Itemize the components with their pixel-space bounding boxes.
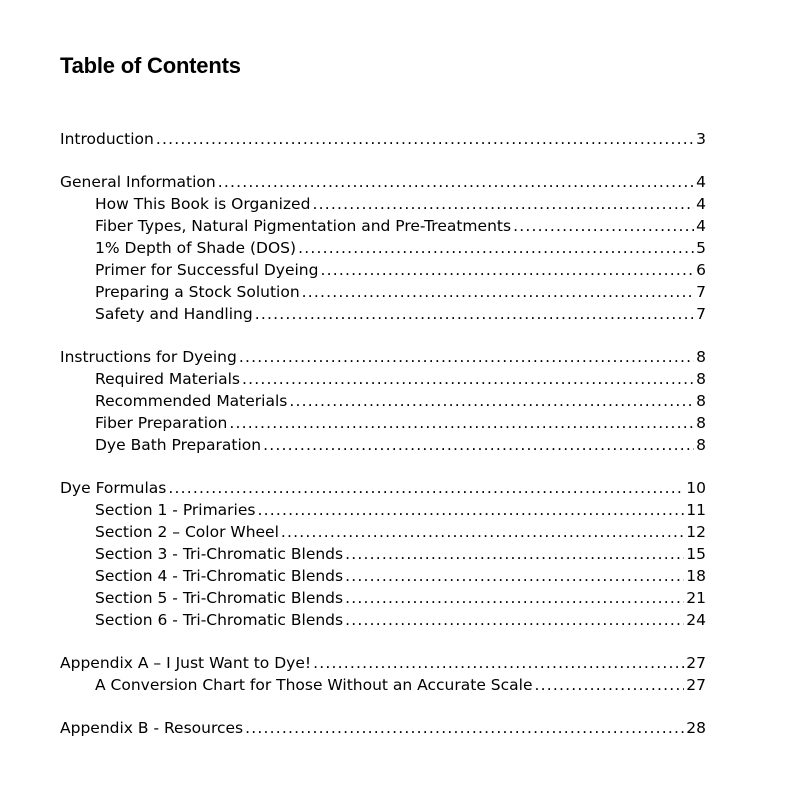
- toc-entry-section-4[interactable]: [60, 565, 706, 587]
- toc-entry-general-information[interactable]: [60, 171, 706, 193]
- toc-group-appendix-a: [60, 652, 706, 696]
- toc-entry-label: Section 6 - Tri-Chromatic Blends: [95, 611, 344, 629]
- toc-entry-label: Dye Formulas: [60, 479, 167, 497]
- toc-entry-page: 21: [686, 589, 706, 607]
- toc-entry-label: Primer for Successful Dyeing: [95, 261, 319, 279]
- page-title: Table of Contents: [60, 53, 241, 78]
- dot-leader: [239, 346, 694, 368]
- toc-entry-section-6[interactable]: [60, 609, 706, 631]
- toc-entry-page: 27: [686, 654, 706, 672]
- dot-leader: [345, 543, 684, 565]
- toc-entry-label: Introduction: [60, 130, 154, 148]
- toc-entry-page: 8: [696, 392, 706, 410]
- dot-leader: [257, 499, 684, 521]
- toc-entry-appendix-b[interactable]: [60, 717, 706, 739]
- toc-entry-page: 3: [696, 130, 706, 148]
- dot-leader: [345, 587, 684, 609]
- dot-leader: [320, 259, 694, 281]
- toc-entry-page: 8: [696, 348, 706, 366]
- toc-entry-label: Section 3 - Tri-Chromatic Blends: [95, 545, 344, 563]
- toc-entry-dye-formulas[interactable]: [60, 477, 706, 499]
- toc-entry-label: Section 4 - Tri-Chromatic Blends: [95, 567, 344, 585]
- toc-entry-appendix-a[interactable]: [60, 652, 706, 674]
- toc-entry-page: 10: [686, 479, 706, 497]
- toc-entry-label: A Conversion Chart for Those Without an Accurate Scale: [95, 676, 533, 694]
- toc-entry-safety[interactable]: [60, 303, 706, 325]
- toc-entry-page: 5: [696, 239, 706, 257]
- toc-entry-page: 12: [686, 523, 706, 541]
- toc-entry-label: Section 1 - Primaries: [95, 501, 256, 519]
- toc-entry-label: Preparing a Stock Solution: [95, 283, 300, 301]
- toc-entry-page: 4: [696, 195, 706, 213]
- toc-entry-label: How This Book is Organized: [95, 195, 311, 213]
- toc-entry-fiber-preparation[interactable]: [60, 412, 706, 434]
- toc-entry-page: 27: [686, 676, 706, 694]
- dot-leader: [255, 303, 694, 325]
- dot-leader: [513, 215, 694, 237]
- toc-entry-fiber-types[interactable]: [60, 215, 706, 237]
- toc-entry-page: 6: [696, 261, 706, 279]
- dot-leader: [289, 390, 694, 412]
- dot-leader: [281, 521, 684, 543]
- toc-entry-recommended-materials[interactable]: [60, 390, 706, 412]
- toc-entry-label: Section 5 - Tri-Chromatic Blends: [95, 589, 344, 607]
- toc-entry-section-2[interactable]: [60, 521, 706, 543]
- toc-entry-label: Fiber Preparation: [95, 414, 228, 432]
- dot-leader: [298, 237, 694, 259]
- toc-entry-label: Instructions for Dyeing: [60, 348, 237, 366]
- toc-entry-conversion-chart[interactable]: [60, 674, 706, 696]
- toc-entry-label: Required Materials: [95, 370, 240, 388]
- toc-entry-page: 8: [696, 414, 706, 432]
- toc-entry-label: 1% Depth of Shade (DOS): [95, 239, 297, 257]
- dot-leader: [242, 368, 694, 390]
- table-of-contents: [60, 128, 706, 760]
- dot-leader: [156, 128, 694, 150]
- toc-entry-page: 18: [686, 567, 706, 585]
- dot-leader: [218, 171, 694, 193]
- toc-entry-page: 8: [696, 436, 706, 454]
- toc-entry-page: 8: [696, 370, 706, 388]
- toc-entry-label: Section 2 – Color Wheel: [95, 523, 279, 541]
- toc-entry-section-3[interactable]: [60, 543, 706, 565]
- toc-entry-stock-solution[interactable]: [60, 281, 706, 303]
- toc-entry-how-this-book-is-organized[interactable]: [60, 193, 706, 215]
- toc-entry-page: 24: [686, 611, 706, 629]
- dot-leader: [345, 565, 684, 587]
- dot-leader: [535, 674, 685, 696]
- dot-leader: [302, 281, 694, 303]
- toc-entry-section-1[interactable]: [60, 499, 706, 521]
- toc-entry-section-5[interactable]: [60, 587, 706, 609]
- dot-leader: [229, 412, 694, 434]
- toc-entry-label: Appendix B - Resources: [60, 719, 244, 737]
- toc-entry-instructions-for-dyeing[interactable]: [60, 346, 706, 368]
- toc-entry-dye-bath-preparation[interactable]: [60, 434, 706, 456]
- toc-entry-page: 4: [696, 217, 706, 235]
- toc-group-appendix-b: [60, 717, 706, 739]
- toc-entry-label: Recommended Materials: [95, 392, 288, 410]
- toc-entry-label: Safety and Handling: [95, 305, 253, 323]
- toc-entry-label: Dye Bath Preparation: [95, 436, 262, 454]
- dot-leader: [313, 652, 684, 674]
- dot-leader: [263, 434, 694, 456]
- toc-entry-page: 4: [696, 173, 706, 191]
- dot-leader: [245, 717, 684, 739]
- toc-entry-page: 7: [696, 305, 706, 323]
- toc-entry-label: Appendix A – I Just Want to Dye!: [60, 654, 312, 672]
- toc-entry-label: General Information: [60, 173, 216, 191]
- toc-entry-page: 11: [686, 501, 706, 519]
- toc-group-general-information: [60, 171, 706, 325]
- toc-entry-label: Fiber Types, Natural Pigmentation and Pre-Treatments: [95, 217, 512, 235]
- dot-leader: [168, 477, 684, 499]
- toc-group-instructions: [60, 346, 706, 456]
- toc-group-introduction: [60, 128, 706, 150]
- dot-leader: [312, 193, 694, 215]
- toc-entry-page: 15: [686, 545, 706, 563]
- toc-entry-depth-of-shade[interactable]: [60, 237, 706, 259]
- toc-group-dye-formulas: [60, 477, 706, 631]
- toc-entry-page: 7: [696, 283, 706, 301]
- toc-entry-primer[interactable]: [60, 259, 706, 281]
- toc-entry-introduction[interactable]: [60, 128, 706, 150]
- dot-leader: [345, 609, 684, 631]
- toc-entry-required-materials[interactable]: [60, 368, 706, 390]
- toc-entry-page: 28: [686, 719, 706, 737]
